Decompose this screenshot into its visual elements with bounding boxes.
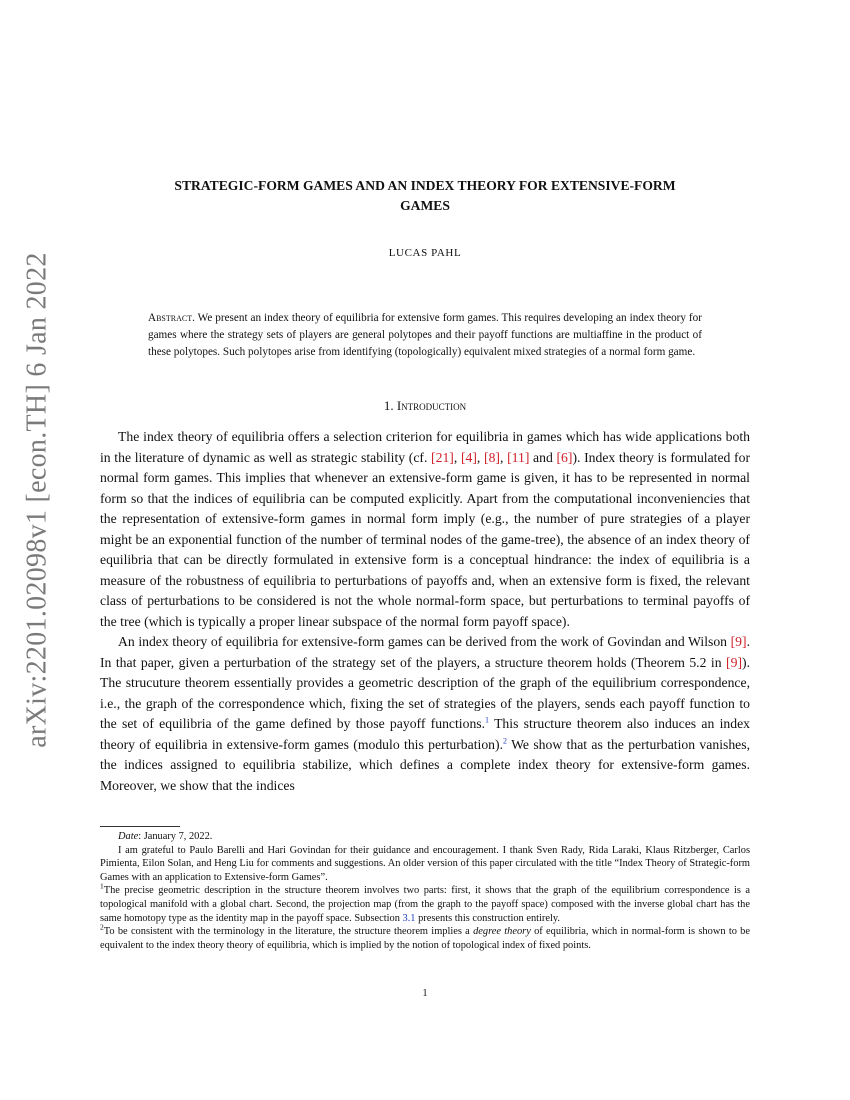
- text-run: and: [529, 449, 557, 465]
- section-number: 1.: [383, 398, 394, 413]
- date-label: Date: [118, 831, 139, 842]
- body-text: [100, 427, 750, 796]
- footnotes: [100, 830, 750, 952]
- date-value: : January 7, 2022.: [138, 831, 213, 842]
- citation-link[interactable]: [8]: [484, 449, 500, 465]
- acknowledgements: I am grateful to Paulo Barelli and Hari Govindan for their guidance and encouragement. I thank Sven Rady, Rida Laraki, Klaus Ritzberger, Carlos Pimienta, Eilon Solan, and Heng Liu for comments and suggestions. An older version of this paper circulated with the title “Index Theory of Strategic-form Games with an application to Extensive-form Games”.: [100, 844, 750, 883]
- citation-link[interactable]: [6]: [556, 449, 573, 465]
- text-run: ,: [453, 449, 461, 465]
- paragraph-1: [100, 427, 750, 632]
- footnote-2-mark: 2: [100, 922, 104, 932]
- section-title: Introduction: [396, 398, 467, 413]
- section-heading: [100, 398, 750, 414]
- title-line-2: GAMES: [400, 198, 450, 213]
- arxiv-sidebar-stamp: [18, 252, 58, 748]
- citation-link[interactable]: [9]: [726, 654, 743, 670]
- page-number: 1: [422, 988, 428, 999]
- text-run: ). Index theory is formulated for normal form games. This implies that whenever an extensive-form game is given, it has to be represented in normal form so that the indices of equilibria can be computed explicitly. Apart from the computational inconveniencies that the representation of extensive-form games in normal form imply (e.g., the number of pure strategies of a player might be an exponential function of the number of terminal nodes of the game-tree), the absence of an index theory of equilibria that can be directly formulated in extensive form is a conceptual hindrance: the index of equilibria is a measure of the robustness of equilibria to perturbations of payoffs and, when an extensive form is fixed, the relevant class of perturbations to be considered is not the whole normal-form space, but perturbations to terminal payoffs of the tree (which is typically a proper linear subspace of the normal form payoff space).: [100, 449, 751, 629]
- text-run: ,: [499, 449, 508, 465]
- text-run: ). The strucuture theorem essentially provides a geometric description of the graph of the equilibrium correspondence, i.e., the graph of the correspondence which, fixing the set of strategies of the players, sends each payoff function to the set of equilibria of the game defined by those payoff functions.: [100, 654, 750, 731]
- text-run: of equilibria, which in normal-form is shown to be equivalent to the index theory theory of equilibria, which is implied by the notion of topological index of fixed points.: [100, 926, 750, 951]
- paragraph-2: [100, 632, 750, 796]
- text-run: presents this construction entirely.: [415, 912, 560, 924]
- citation-link[interactable]: [4]: [460, 449, 477, 465]
- author-name: LUCAS PAHL: [388, 247, 462, 259]
- text-run: To be consistent with the terminology in the literature, the structure theorem implies a: [103, 926, 474, 938]
- text-run: An index theory of equilibria for extensive-form games can be derived from the work of Govindan and Wilson: [118, 634, 731, 649]
- footnote-2-link[interactable]: 2: [503, 735, 507, 745]
- abstract-text: We present an index theory of equilibria for extensive form games. This requires developing an index theory for games where the strategy sets of players are general polytopes and their payoff functions are multiaffine in the product of these polytopes. Such polytopes arise from identifying (topologically) equivalent mixed strategies of a normal form game.: [148, 312, 702, 358]
- text-run: . In that paper, given a perturbation of the strategy set of the players, a structure theorem holds (Theorem 5.2 in: [100, 634, 750, 670]
- citation-link[interactable]: [21]: [431, 449, 454, 465]
- subsection-link[interactable]: 3.1: [402, 912, 416, 924]
- citation-link[interactable]: [11]: [507, 449, 530, 465]
- text-run: This structure theorem also induces an index theory of equilibria in extensive-form games (modulo this perturbation).: [100, 716, 750, 752]
- abstract: [148, 310, 702, 361]
- footnote-1-mark: 1: [100, 881, 104, 891]
- text-run: We show that as the perturbation vanishes, the indices assigned to equilibria stabilize, which defines a complete index theory for extensive-form games. Moreover, we show that the indices: [100, 736, 750, 793]
- footnote-1: [100, 881, 750, 925]
- date-note: [100, 830, 750, 844]
- arxiv-identifier: arXiv:2201.02098v1 [econ.TH] 6 Jan 2022: [22, 252, 54, 748]
- text-run: The index theory of equilibria offers a selection criterion for equilibria in games which has wide applications both in the literature of dynamic as well as strategic stability (cf.: [100, 429, 750, 465]
- text-run: ,: [476, 449, 485, 465]
- footnote-1-link[interactable]: 1: [485, 715, 490, 725]
- footnote-2: [100, 922, 750, 952]
- emphasis-text: degree theory: [473, 926, 531, 938]
- citation-link[interactable]: [9]: [730, 634, 747, 649]
- paper-title: [100, 176, 750, 216]
- text-run: The precise geometric description in the structure theorem involves two parts: first, it shows that the graph of the equilibrium correspondence is a topological manifold with a global chart. Second, the projection map (from the graph to the payoff space) composed with the inverse global chart has the same homotopy type as the identity map in the payoff space. Subsection: [100, 885, 750, 924]
- footnote-divider: [100, 826, 180, 827]
- abstract-label: Abstract.: [148, 312, 195, 324]
- title-line-1: STRATEGIC-FORM GAMES AND AN INDEX THEORY FOR EXTENSIVE-FORM: [174, 178, 676, 193]
